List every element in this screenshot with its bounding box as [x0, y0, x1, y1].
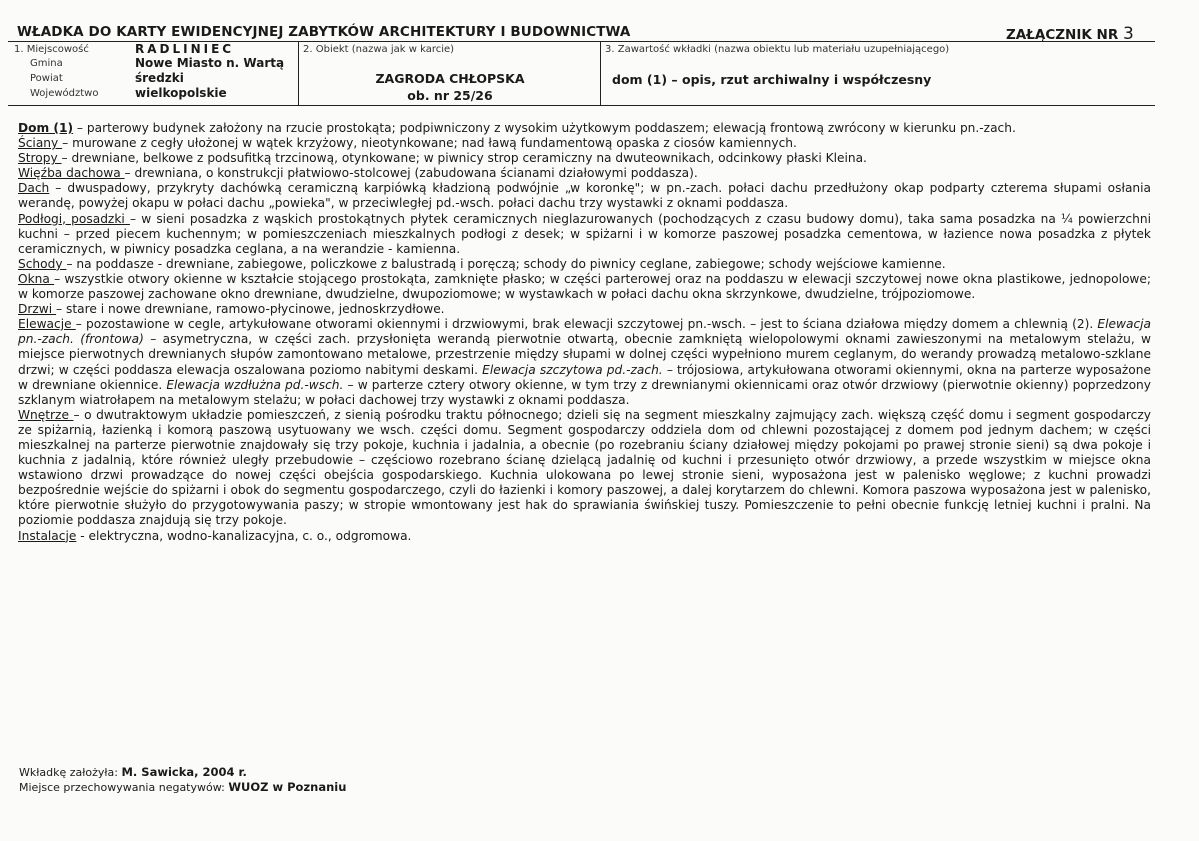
- storage-value: WUOZ w Poznaniu: [228, 780, 347, 794]
- section-drzwi: [18, 302, 1151, 317]
- storage-line: [19, 780, 346, 794]
- section-text: – murowane z cegły ułożonej w wątek krzyżowy, nieotynkowane; nad ławą fundamentową opaska z ciosów kamiennych.: [62, 136, 797, 151]
- attachment-handwritten-number: 3: [1122, 24, 1134, 44]
- section-dach: [18, 181, 1151, 211]
- insert-content-value: dom (1) – opis, rzut archiwalny i współczesny: [612, 72, 932, 87]
- wojewodztwo-value: wielkopolskie: [135, 86, 227, 100]
- section-elewacje: [18, 317, 1151, 408]
- section-heading: Elewacje: [18, 317, 76, 332]
- gmina-value: Nowe Miasto n. Wartą: [135, 56, 285, 70]
- object-label: 2. Obiekt (nazwa jak w karcie): [303, 44, 455, 55]
- section-heading: Dom (1): [18, 121, 74, 135]
- author-label: Wkładkę założyła:: [19, 766, 118, 779]
- miejscowosc-value: RADLINIEC: [135, 42, 235, 56]
- section-sciany: [18, 136, 1151, 151]
- section-text: – trójosiowa, artykułowana otworami okiennymi, okna na parterze wyposażone w drewniane okiennice.: [18, 362, 1151, 392]
- section-text: – w parterze cztery otwory okienne, w tym trzy z drewnianymi okiennicami oraz otwór drzwiowy (pierwotnie okienny) poprzedzony szklanym wiatrołapem na metalowym stelażu; w połaci dachowej trzy wystawki z oknami poddasza.: [18, 377, 1151, 407]
- section-text: – asymetryczna, w części zach. przysłonięta werandą pierwotnie otwartą, obecnie zamkniętą wielopolowymi oknami zawieszonymi na metalowym stelażu, w miejsce pierwotnych drewnianych słupów zamontowano metalowe, przestrzenie między słupami w dolnej części wypełniono murem ceglanym, do werandy prowadzą metalowo-szklane drzwi; w części poddasza elewacja oszalowana poziomo nabitymi deskami.: [18, 332, 1151, 377]
- section-schody: [18, 257, 1151, 272]
- section-subheading: Elewacja szczytowa pd.-zach.: [482, 362, 663, 377]
- object-name: ZAGRODA CHŁOPSKA: [375, 71, 525, 86]
- header-form-table: [8, 41, 1155, 106]
- attachment-label: ZAŁĄCZNIK NR: [1006, 27, 1119, 43]
- object-number: ob. nr 25/26: [407, 88, 493, 103]
- section-heading: Drzwi: [18, 302, 57, 317]
- section-text: – na poddasze - drewniane, zabiegowe, policzkowe z balustradą i poręczą; schody do piwnicy ceglane, zabiegowe; schody wejściowe kamienne.: [66, 256, 946, 271]
- wojewodztwo-label: Województwo: [30, 88, 99, 99]
- section-instalacje: [18, 529, 1151, 544]
- section-text: – w sieni posadzka z wąskich prostokątnych płytek ceramicznych nieglazurowanych (pochodzących z czasu budowy domu), taka sama posadzka na ¼ powierzchni kuchni – przed piecem kuchennym; w pomieszczeniach mieszkalnych podłogi z desek; w spiżarni i w komorze paszowej posadzka cementowa, w łazience nowa posadzka z płytek ceramicznych, w piwnicy posadzka ceglana, a na werandzie - kamienna.: [18, 211, 1151, 256]
- section-text: – wszystkie otwory okienne w kształcie stojącego prostokąta, zamknięte płasko; w części parterowej oraz na poddaszu w elewacji szczytowej nowe okna plastikowe, jednopolowe; w komorze paszowej zachowane okno drewniane, dwudzielne, dwupoziomowe; w wystawkach w połaci dachu okna skrzynkowe, dwudzielne, trójpoziomowe.: [18, 271, 1151, 302]
- section-text: – dwuspadowy, przykryty dachówką ceramiczną karpiówką kładzioną podwójnie „w koronkę"; w pn.-zach. połaci dachu przedłużony okap podparty czterema słupami osłania werandę, powyżej okapu w połaci dachu „powieka", w przeciwległej pd.-wsch. połaci dachu trzy wystawki z oknami poddasza.: [18, 181, 1151, 211]
- section-text: – drewniana, o konstrukcji płatwiowo-stolcowej (zabudowana ścianami działowymi poddasza).: [124, 166, 698, 181]
- section-podlogi: [18, 212, 1151, 257]
- insert-content-label: 3. Zawartość wkładki (nazwa obiektu lub materiału uzupełniającego): [605, 44, 950, 55]
- section-dom: [18, 121, 1151, 136]
- section-text: – o dwutraktowym układzie pomieszczeń, z sienią pośrodku traktu północnego; dzieli się na segment mieszkalny zajmujący zach. większą część domu i segment gospodarczy ze spiżarnią, łazienką i komorą paszową usytuowany we wsch. części domu. Segment gospodarczy oddziela dom od chlewni pozostającej z domem pod jednym dachem; w części mieszkalnej na parterze pierwotnie znajdowały się trzy pokoje, kuchnia i jadalnia, a obecnie (po rozebraniu ściany działowej między pokojami po prawej stronie sieni) są dwa pokoje i kuchnia z jadalnią, które również uległy przebudowie – częściowo rozebrano ścianę dzielącą jadalnię od kuchni i przesunięto otwór drzwiowy, a przede wszystkim w miejsce okna wstawiono drzwi prowadzące do nowej części obejścia gospodarskiego. Kuchnia ulokowana po lewej stronie sieni, wyposażona jest w palenisko węglowe; z kuchni prowadzi bezpośrednie wejście do spiżarni i obok do segmentu gospodarczego, czyli do łazienki i komory paszowej, a dalej korytarzem do chlewni. Komora paszowa wyposażona jest w palenisko, które pierwotnie służyło do przygotowywania paszy; w stropie wmontowany jest hak do sprawiania świńskiej tuszy. Pomieszczenie to pełni obecnie funkcję letniej kuchni i pralni. Na poziomie poddasza znajdują się trzy pokoje.: [18, 407, 1151, 528]
- section-heading: Dach: [18, 181, 50, 196]
- section-heading: Instalacje: [18, 528, 77, 543]
- section-stropy: [18, 151, 1151, 166]
- section-okna: [18, 272, 1151, 302]
- section-heading: Stropy: [18, 151, 62, 166]
- section-heading: Okna: [18, 271, 55, 286]
- miejscowosc-label: 1. Miejscowość: [14, 44, 89, 55]
- section-text: - elektryczna, wodno-kanalizacyjna, c. o., odgromowa.: [76, 528, 412, 543]
- section-heading: Wnętrze: [18, 407, 74, 422]
- section-heading: Ściany: [18, 136, 63, 151]
- author-line: [19, 765, 247, 779]
- section-heading: Więźba dachowa: [18, 166, 125, 181]
- document-title: WŁADKA DO KARTY EWIDENCYJNEJ ZABYTKÓW ARCHITEKTURY I BUDOWNICTWA: [17, 24, 631, 40]
- section-text: – parterowy budynek założony na rzucie prostokąta; podpiwniczony z wysokim użytkowym poddaszem; elewacją frontową zwrócony w kierunku pn.-zach.: [73, 121, 1016, 135]
- powiat-label: Powiat: [30, 73, 63, 84]
- author-value: M. Sawicka, 2004 r.: [121, 765, 247, 779]
- section-text: – pozostawione w cegle, artykułowane otworami okiennymi i drzwiowymi, brak elewacji szczytowej pn.-wsch. – jest to ściana działowa między domem a chlewnią (2).: [75, 317, 1098, 332]
- description-body: [18, 121, 1151, 544]
- location-cell: [8, 42, 297, 105]
- section-heading: Podłogi, posadzki: [18, 211, 130, 226]
- section-wnetrze: [18, 408, 1151, 529]
- section-heading: Schody: [18, 256, 67, 271]
- section-text: – stare i nowe drewniane, ramowo-płycinowe, jednoskrzydłowe.: [56, 302, 445, 317]
- section-wiezba: [18, 166, 1151, 181]
- object-cell: [298, 42, 601, 105]
- section-subheading: Elewacja wzdłużna pd.-wsch.: [166, 377, 344, 392]
- section-text: – drewniane, belkowe z podsufitką trzcinową, otynkowane; w piwnicy strop ceramiczny na dwuteownikach, odcinkowy płaski Kleina.: [61, 151, 867, 166]
- storage-label: Miejsce przechowywania negatywów:: [19, 781, 225, 794]
- insert-content-cell: [600, 42, 1156, 105]
- gmina-label: Gmina: [30, 58, 63, 69]
- section-subheading: Elewacja pn.-zach. (frontowa): [18, 317, 1151, 347]
- powiat-value: średzki: [135, 71, 184, 85]
